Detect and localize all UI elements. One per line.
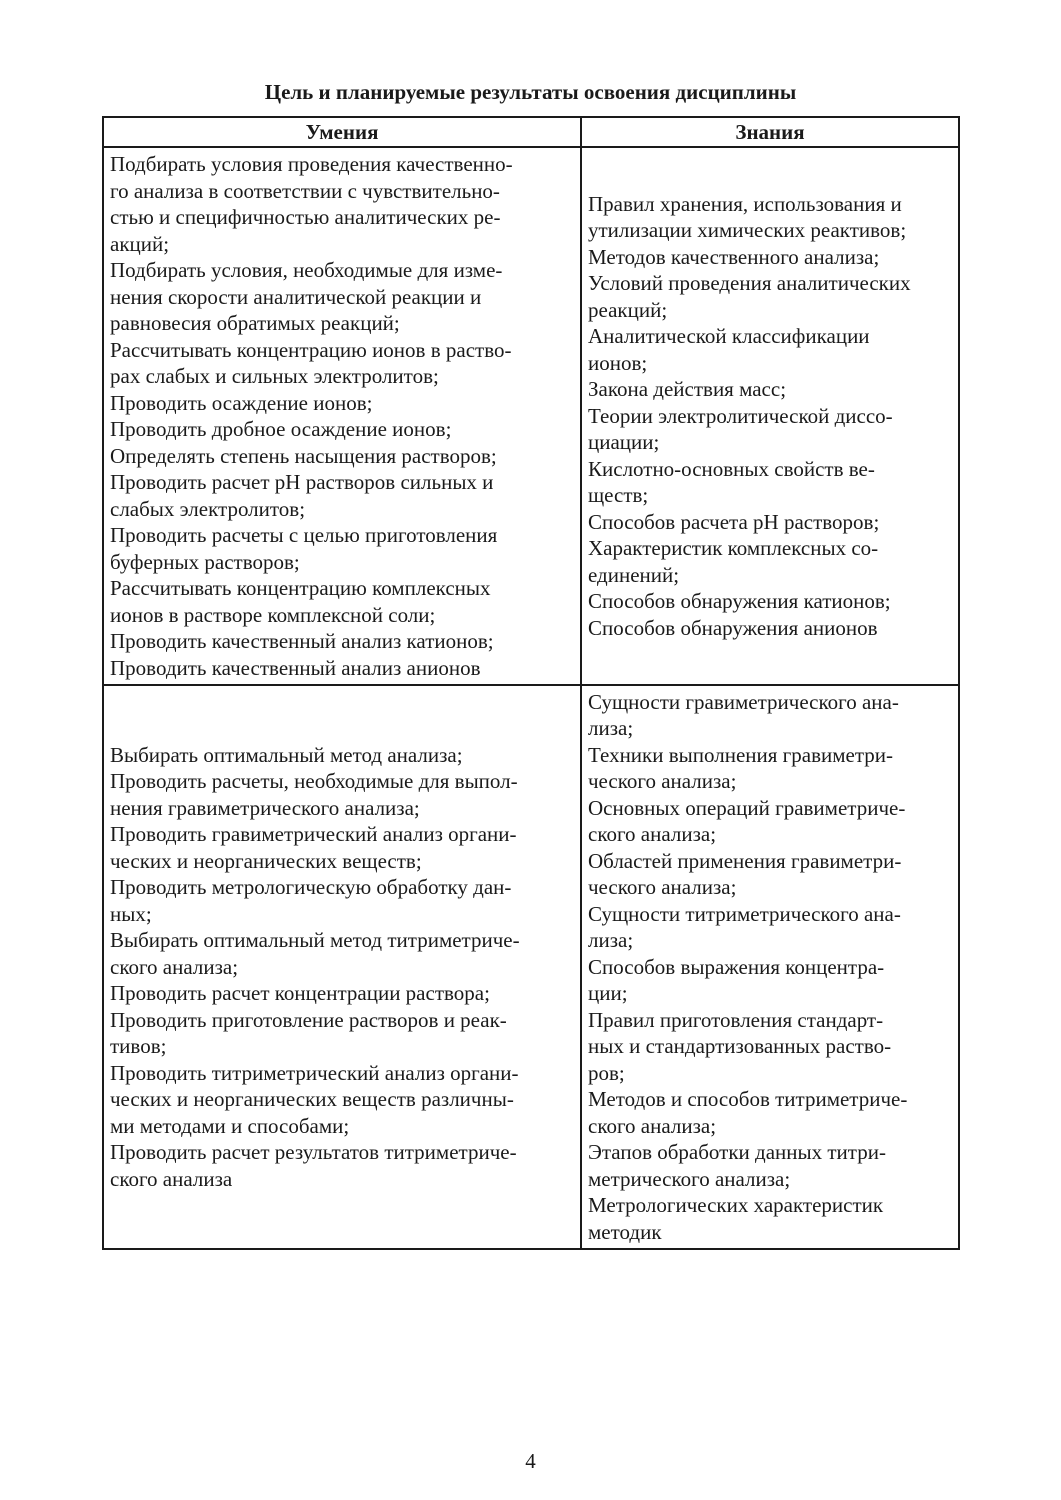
cell-line: лиза; xyxy=(588,716,634,741)
cell-line: стью и специфичностью аналитических ре- xyxy=(110,205,501,229)
skills-cell xyxy=(103,685,581,1249)
cell-line: ионов; xyxy=(588,350,648,375)
cell-line: ных и стандартизованных раство- xyxy=(588,1034,892,1059)
cell-line: рах слабых и сильных электролитов; xyxy=(110,364,439,388)
cell-line: го анализа в соответствии с чувствительно- xyxy=(110,178,500,203)
cell-line: слабых электролитов; xyxy=(110,496,306,521)
header-knowledge: Знания xyxy=(581,117,959,147)
table-header-row xyxy=(103,117,959,147)
results-table xyxy=(102,116,960,1250)
cell-line: ров; xyxy=(588,1060,625,1085)
cell-line: Проводить расчеты, необходимые для выпол- xyxy=(110,769,518,794)
cell-line: Выбирать оптимальный метод анализа; xyxy=(110,742,463,767)
cell-line: Аналитической классификации xyxy=(588,324,870,349)
cell-line: Метрологических характеристик xyxy=(588,1193,884,1218)
cell-line: Областей применения гравиметри- xyxy=(588,848,902,873)
cell-line: буферных растворов; xyxy=(110,549,300,574)
cell-line: Рассчитывать концентрацию комплексных xyxy=(110,576,491,600)
cell-line: Проводить качественный анализ катионов; xyxy=(110,629,494,653)
page-title: Цель и планируемые результаты освоения дисциплины xyxy=(264,80,797,104)
cell-line: Способов выражения концентра- xyxy=(588,954,885,979)
cell-line: Выбирать оптимальный метод титриметриче- xyxy=(110,928,520,953)
cell-line: метрического анализа; xyxy=(588,1166,791,1191)
cell-line: Подбирать условия проведения качественно- xyxy=(110,152,513,176)
cell-line: акций; xyxy=(110,231,170,256)
cell-line: Способов обнаружения анионов xyxy=(588,615,878,640)
cell-line: Определять степень насыщения растворов; xyxy=(110,443,497,468)
cell-line: Правил хранения, использования и xyxy=(588,191,902,216)
cell-line: ческого анализа; xyxy=(588,875,737,900)
cell-line: Подбирать условия, необходимые для изме- xyxy=(110,258,503,282)
cell-line: Сущности титриметрического ана- xyxy=(588,901,901,926)
cell-line: Закона действия масс; xyxy=(588,377,787,402)
cell-line: Проводить расчет результатов титриметриче- xyxy=(110,1140,517,1165)
cell-line: ческих и неорганических веществ; xyxy=(110,848,422,873)
knowledge-cell xyxy=(581,685,959,1249)
cell-line: ции; xyxy=(588,981,628,1006)
cell-line: Способов обнаружения катионов; xyxy=(588,589,891,614)
cell-line: реакций; xyxy=(588,297,668,322)
cell-line: Проводить метрологическую обработку дан- xyxy=(110,875,512,900)
cell-line: ных; xyxy=(110,901,152,926)
cell-line: Рассчитывать концентрацию ионов в раство- xyxy=(110,337,512,362)
cell-line: ского анализа; xyxy=(110,954,239,979)
cell-line: Проводить титриметрический анализ органи- xyxy=(110,1060,519,1085)
cell-line: ми методами и способами; xyxy=(110,1113,350,1138)
cell-line: Проводить расчет концентрации раствора; xyxy=(110,981,490,1006)
cell-line: Проводить осаждение ионов; xyxy=(110,390,373,415)
cell-line: ского анализа; xyxy=(588,1113,717,1138)
cell-line: тивов; xyxy=(110,1034,167,1059)
cell-line: Теории электролитической диссо- xyxy=(588,403,893,428)
cell-line: нения гравиметрического анализа; xyxy=(110,795,420,820)
cell-line: Способов расчета рН растворов; xyxy=(588,509,880,534)
cell-line: ческого анализа; xyxy=(588,769,737,794)
cell-line: нения скорости аналитической реакции и xyxy=(110,284,482,309)
cell-line: лиза; xyxy=(588,928,634,953)
cell-line: Проводить дробное осаждение ионов; xyxy=(110,417,452,441)
cell-line: Основных операций гравиметриче- xyxy=(588,795,906,820)
cell-line: Сущности гравиметрического ана- xyxy=(588,689,899,714)
cell-line: ского анализа; xyxy=(588,822,717,847)
cell-line: Проводить приготовление растворов и реак- xyxy=(110,1007,507,1032)
cell-line: Методов и способов титриметриче- xyxy=(588,1087,908,1112)
cell-line: равновесия обратимых реакций; xyxy=(110,311,400,335)
cell-line: Техники выполнения гравиметри- xyxy=(588,742,894,767)
knowledge-cell xyxy=(581,147,959,685)
cell-line: утилизации химических реактивов; xyxy=(588,218,907,243)
cell-line: Проводить расчеты с целью приготовления xyxy=(110,523,498,547)
cell-line: Условий проведения аналитических xyxy=(588,271,911,296)
cell-line: Характеристик комплексных со- xyxy=(588,536,879,561)
cell-line: Кислотно-основных свойств ве- xyxy=(588,456,875,481)
cell-line: ионов в растворе комплексной соли; xyxy=(110,602,436,627)
cell-line: циации; xyxy=(588,430,660,455)
cell-line: Проводить качественный анализ анионов xyxy=(110,655,481,680)
cell-line: ществ; xyxy=(588,483,649,508)
header-skills: Умения xyxy=(103,117,581,147)
table-row xyxy=(103,147,959,685)
cell-line: Проводить расчет рН растворов сильных и xyxy=(110,470,494,494)
cell-line: методик xyxy=(588,1219,662,1244)
page-number: 4 xyxy=(525,1449,536,1473)
cell-line: Методов качественного анализа; xyxy=(588,244,880,269)
table-row xyxy=(103,685,959,1249)
cell-line: Этапов обработки данных титри- xyxy=(588,1140,886,1165)
skills-cell xyxy=(103,147,581,685)
cell-line: Проводить гравиметрический анализ органи- xyxy=(110,822,517,847)
cell-line: Правил приготовления стандарт- xyxy=(588,1007,884,1032)
cell-line: единений; xyxy=(588,562,680,587)
cell-line: ческих и неорганических веществ различны- xyxy=(110,1087,514,1112)
cell-line: ского анализа xyxy=(110,1166,233,1191)
